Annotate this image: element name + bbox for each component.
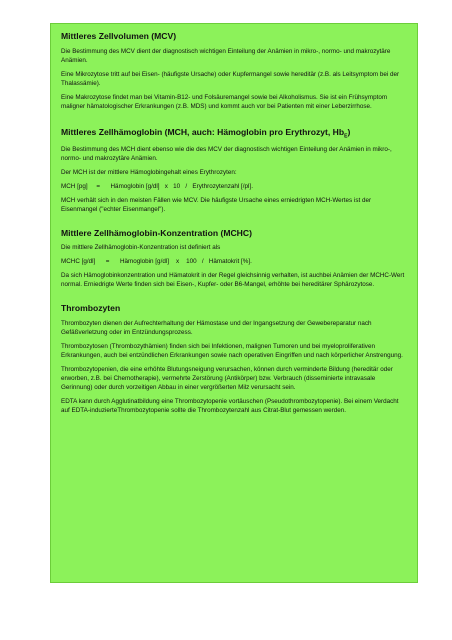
section-title: Thrombozyten <box>61 303 121 314</box>
document-page <box>50 23 418 583</box>
section-thrombozyten <box>61 304 407 415</box>
paragraph: Thrombozytosen (Thrombozythämien) finden sich bei Infektionen, malignen Tumoren und bei myeloproliferativen Erkrankungen, auch bei entzündlichen Erkrankungen sowie nach operativen Eingriffen und nach körperlicher Anstrengung. <box>61 342 403 359</box>
section-mcv <box>61 32 407 112</box>
formula-mchc: MCHC [g/dl] = Hämoglobin [g/dl] x 100 / Hämatokrit [%]. <box>61 258 252 266</box>
paragraph: EDTA kann durch Agglutinatbildung eine Thrombozytopenie vortäuschen (Pseudothrombozytopenie). Bei einem Verdacht auf EDTA-induzierteThrombozytopenie sollte die Thrombozytenzahl aus Citrat-Blut gemessen werden. <box>61 397 399 414</box>
document-content <box>61 32 407 427</box>
paragraph: Eine Makrozytose findet man bei Vitamin-B12- und Folsäuremangel sowie bei Alkoholismus. Sie ist ein Frühsymptom maligner hämatologischer Erkrankungen (z.B. MDS) und kommt auch vor bei Patienten mit einer Leberzirrhose. <box>61 93 388 110</box>
section-title: Mittleres Zellhämoglobin (MCH, auch: Hämoglobin pro Erythrozyt, $Hb_E$) <box>61 126 351 140</box>
formula-mch: MCH [pg] = Hämoglobin [g/dl] x 10 / Erythrozytenzahl [/pl]. <box>61 182 253 190</box>
paragraph: Die mittlere Zellhämoglobin-Konzentration ist definiert als <box>61 244 221 252</box>
paragraph: Der MCH ist der mittlere Hämoglobingehalt eines Erythrozyten: <box>61 168 237 176</box>
paragraph: Da sich Hämoglobinkonzentration und Hämatokrit in der Regel gleichsinnig verhalten, ist auchbei Anämien der MCHC-Wert normal. Erniedrigte Werte finden sich bei Eisen-, Kupfer- oder B6-Mangel, erhöhte bei hereditärer Sphärozytose. <box>61 272 405 289</box>
section-mchc <box>61 229 407 291</box>
section-title: Mittlere Zellhämoglobin-Konzentration (MCHC) <box>61 227 252 238</box>
paragraph: Thrombozytopenien, die eine erhöhte Blutungsneigung verursachen, können durch verminderte Bildung (hereditär oder erworben, z.B. bei Chemotherapie), vermehrte Zerstörung (Antikörper) bzw. Verbrauch (disseminierte intravasale Gerinnung) oder durch vorzeitigen Abbau in einer vergrößerten Milz verursacht sein. <box>61 365 393 391</box>
paragraph: Eine Mikrozytose tritt auf bei Eisen- (häufigste Ursache) oder Kupfermangel sowie hereditär (z.B. als Leitsymptom bei der Thalassämie). <box>61 70 400 87</box>
paragraph: MCH verhält sich in den meisten Fällen wie MCV. Die häufigste Ursache eines erniedrigten MCH-Wertes ist der Eisenmangel ("echter Eisenmangel"). <box>61 196 372 213</box>
section-title: Mittleres Zellvolumen (MCV) <box>61 31 177 41</box>
paragraph: Die Bestimmung des MCH dient ebenso wie die des MCV der diagnostisch wichtigen Einteilung der Anämien in mikro-, normo- und makrozytäre Anämien. <box>61 145 392 162</box>
paragraph: Thrombozyten dienen der Aufrechterhaltung der Hämostase und der Ingangsetzung der Gewebereparatur nach Gefäßverletzung oder im Entzündungsprozess. <box>61 320 372 337</box>
section-mch <box>61 128 407 215</box>
paragraph: Die Bestimmung des MCV dient der diagnostisch wichtigen Einteilung der Anämien in mikro-, normo- und makrozytäre Anämien. <box>61 47 391 64</box>
